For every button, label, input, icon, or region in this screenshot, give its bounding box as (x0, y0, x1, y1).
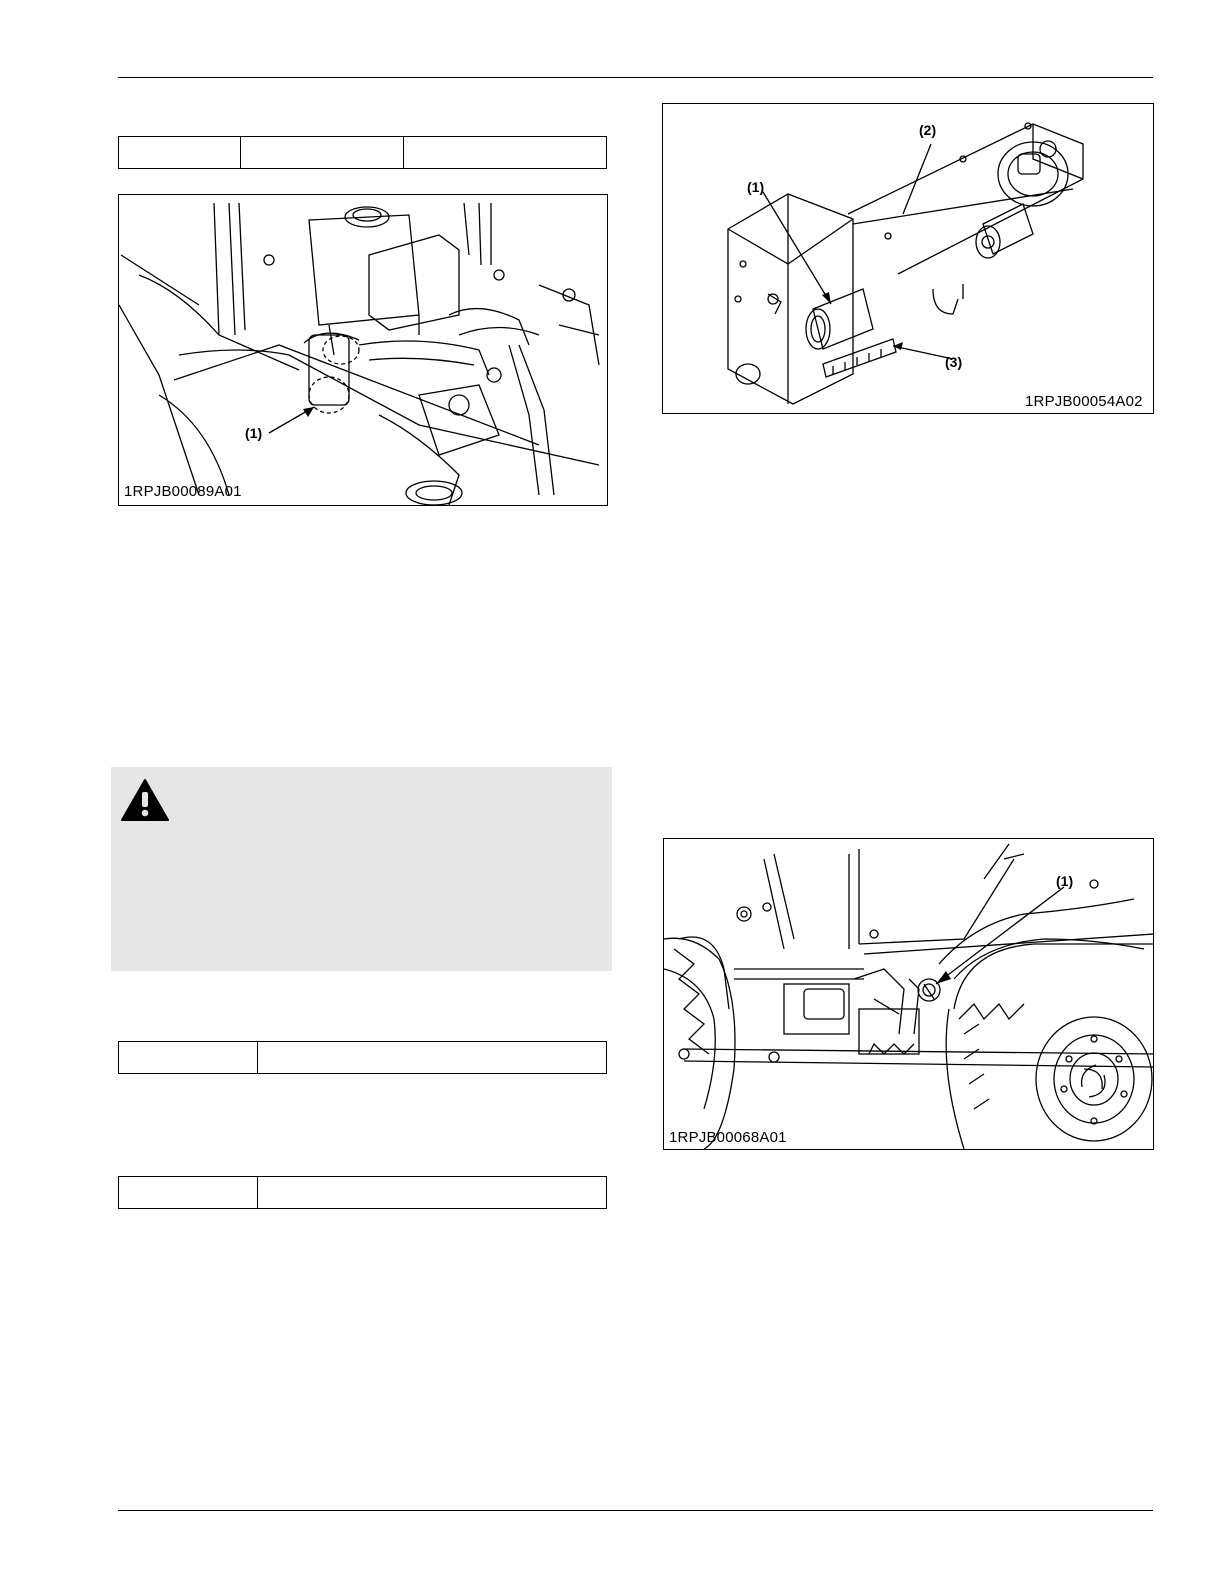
callout-1: (1) (747, 179, 765, 195)
callout-3: (3) (945, 354, 963, 370)
spec-table-3 (118, 1176, 607, 1209)
figure-id: 1RPJB00054A02 (1025, 393, 1143, 410)
engine-compartment-illustration (119, 195, 607, 505)
figure-filter-housing (662, 103, 1154, 414)
callout-2: (2) (919, 122, 937, 138)
spec-table-1-cell (404, 137, 607, 169)
spec-table-3-cell (258, 1177, 607, 1209)
spec-table-1-cell (119, 137, 241, 169)
figure-id: 1RPJB00068A01 (669, 1129, 787, 1146)
header-rule (118, 77, 1153, 78)
spec-table-3-cell (119, 1177, 258, 1209)
callout-1: (1) (1056, 873, 1074, 889)
filter-housing-illustration (663, 104, 1153, 413)
tractor-side-illustration (664, 839, 1153, 1149)
footer-rule (118, 1510, 1153, 1511)
spec-table-1-cell (241, 137, 404, 169)
figure-tractor-side (663, 838, 1154, 1150)
spec-table-2-cell (119, 1042, 258, 1074)
figure-id: 1RPJB00089A01 (124, 483, 242, 500)
spec-table-2-cell (258, 1042, 607, 1074)
warning-triangle-icon (120, 778, 170, 822)
spec-table-2 (118, 1041, 607, 1074)
warning-box (111, 767, 612, 971)
callout-1: (1) (245, 425, 263, 441)
figure-engine-compartment (118, 194, 608, 506)
spec-table-1 (118, 136, 607, 169)
